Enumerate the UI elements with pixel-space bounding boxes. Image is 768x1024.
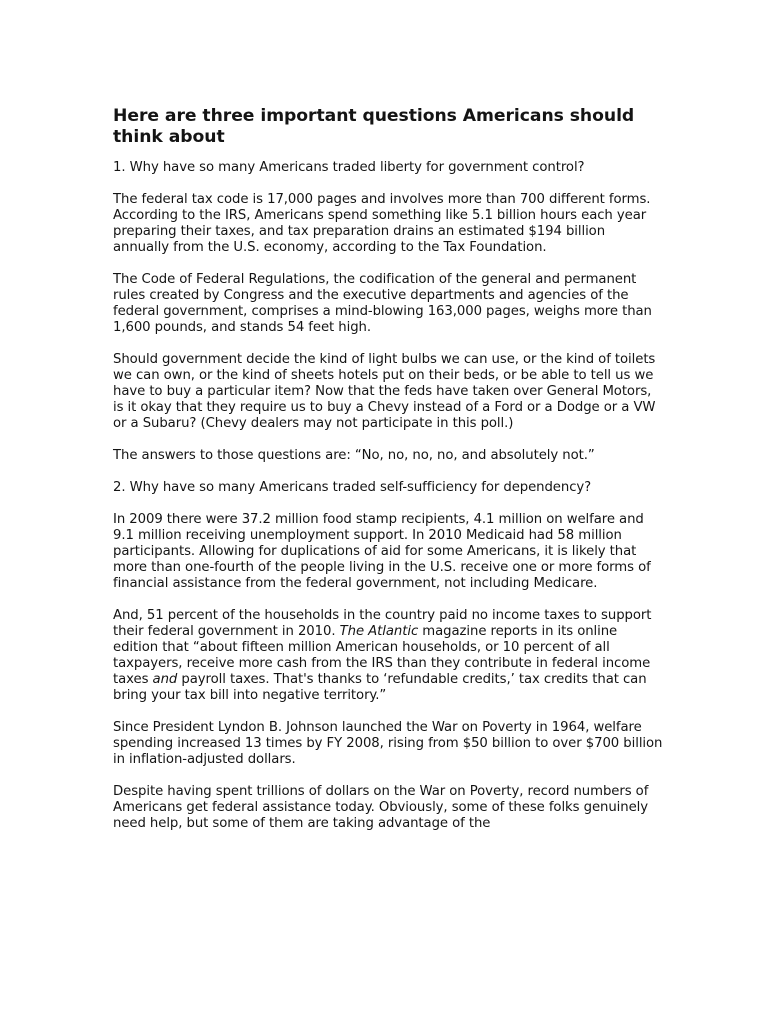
question-2: 2. Why have so many Americans traded self-sufficiency for dependency? [113,479,592,495]
publication-name: The Atlantic [339,623,419,639]
paragraph-food-stamps: In 2009 there were 37.2 million food stamp recipients, 4.1 million on welfare and 9.1 million receiving unemployment support. In 2010 Medicaid had 58 million participants. Allowing for duplications of aid for some Americans, it is likely that more than one-fourth of the people living in the U.S. receive one or more forms of financial assistance from the federal government, not including Medicare. [113,511,651,591]
document-title: Here are three important questions Americans should think about [113,106,635,147]
paragraph-regulations: The Code of Federal Regulations, the codification of the general and permanent rules created by Congress and the executive departments and agencies of the federal government, comprises a mind-blowing 163,000 pages, weighs more than 1,600 pounds, and stands 54 feet high. [113,271,652,336]
paragraph-government-decide: Should government decide the kind of light bulbs we can use, or the kind of toilets we can own, or the kind of sheets hotels put on their beds, or be able to tell us we have to buy a particular item? Now that the feds have taken over General Motors, is it okay that they require us to buy a Chevy instead of a Ford or a Dodge or a VW or a Subaru? (Chevy dealers may not participate in this poll.) [113,351,656,432]
paragraph-income-taxes-part-1: And, 51 percent of the households in the country paid no income taxes to support their federal government in 2010. [113,607,652,639]
paragraph-war-on-poverty: Since President Lyndon B. Johnson launched the War on Poverty in 1964, welfare spending increased 13 times by FY 2008, rising from $50 billion to over $700 billion in inflation-adjusted dollars. [113,720,663,768]
paragraph-federal-assistance: Despite having spent trillions of dollars on the War on Poverty, record numbers of Americans get federal assistance today. Obviously, some of these folks genuinely need help, but some of them are taking advantage of the [113,784,649,832]
paragraph-income-taxes [113,608,663,705]
paragraph-answers: The answers to those questions are: “No, no, no, no, and absolutely not.” [113,448,595,464]
emphasis-and: and [152,672,178,688]
paragraph-tax-code: The federal tax code is 17,000 pages and involves more than 700 different forms. According to the IRS, Americans spend something like 5.1 billion hours each year preparing their taxes, and tax preparation drains an estimated $194 billion annually from the U.S. economy, according to the Tax Foundation. [113,191,651,256]
question-1: 1. Why have so many Americans traded liberty for government control? [113,160,585,175]
paragraph-income-taxes-part-3: payroll taxes. That's thanks to ‘refundable credits,’ tax credits that can bring your tax bill into negative territory.” [113,672,647,704]
document-page [113,106,663,848]
paragraph-income-taxes-part-2: magazine reports in its online edition that “about fifteen million American households, or 10 percent of all taxpayers, receive more cash from the IRS than they contribute in federal income taxes [113,623,651,688]
